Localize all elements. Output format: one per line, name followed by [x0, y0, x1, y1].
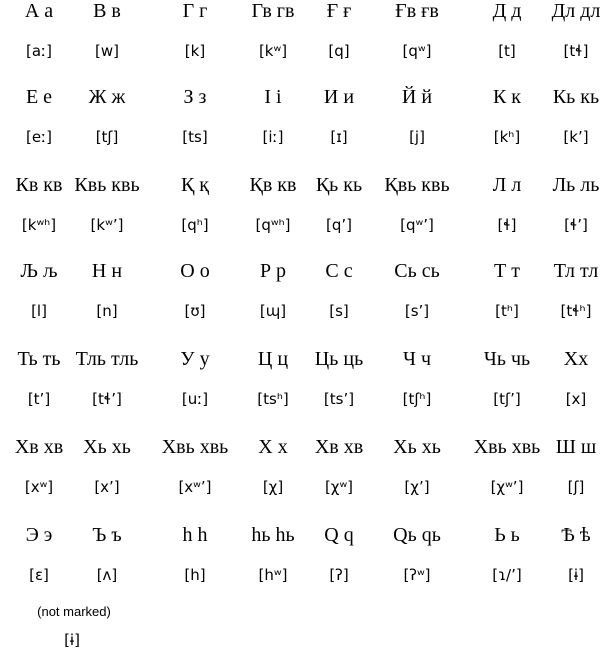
- letter-cell: Хь хь: [393, 436, 441, 458]
- letter-cell: Ч ч: [402, 348, 432, 370]
- ipa-cell: [ts’]: [323, 390, 355, 408]
- ipa-cell: [ts]: [182, 128, 208, 146]
- letter-cell: Х х: [258, 436, 288, 458]
- letter-cell: Й й: [401, 86, 433, 108]
- letter-cell: Хвь хвь: [473, 436, 541, 458]
- letter-cell: К к: [492, 86, 522, 108]
- letter-cell: В в: [93, 0, 121, 22]
- letter-cell: Тль тль: [75, 348, 139, 370]
- letter-cell: Ць ць: [314, 348, 364, 370]
- letter-cell: hь hь: [251, 524, 295, 546]
- ipa-cell: [h]: [184, 566, 206, 584]
- ipa-cell: [ɿ/’]: [492, 566, 522, 584]
- ipa-cell: [tsʰ]: [257, 390, 289, 408]
- letter-cell: Чь чь: [483, 348, 531, 370]
- letter-cell: Дл дл: [551, 0, 601, 22]
- letter-cell: Г г: [182, 0, 208, 22]
- letter-cell: С с: [325, 260, 353, 282]
- letter-cell: Л л: [492, 174, 522, 196]
- ipa-cell: [ɨ]: [568, 566, 584, 584]
- letter-cell: Тл тл: [553, 260, 599, 282]
- ipa-cell: [q’]: [326, 216, 352, 234]
- ipa-cell: [xʷ]: [24, 478, 54, 496]
- letter-cell: І і: [264, 86, 282, 108]
- letter-cell: Кь кь: [552, 86, 600, 108]
- letter-cell: Сь сь: [394, 260, 440, 282]
- ipa-cell: [x’]: [94, 478, 120, 496]
- ipa-cell: [ʊ]: [184, 302, 206, 320]
- letter-cell: Ш ш: [555, 436, 597, 458]
- letter-cell: Ъ ъ: [92, 524, 122, 546]
- letter-cell: Кв кв: [15, 174, 63, 196]
- letter-cell: Ц ц: [257, 348, 289, 370]
- letter-cell: Хх: [563, 348, 589, 370]
- ipa-cell: [xʷ’]: [178, 478, 212, 496]
- ipa-cell: [ʃ]: [567, 478, 585, 496]
- ipa-cell: [ʌ]: [96, 566, 118, 584]
- ipa-cell: [χʷ’]: [490, 478, 524, 496]
- ipa-cell: [χ’]: [404, 478, 430, 496]
- letter-cell: Хь хь: [83, 436, 131, 458]
- ipa-cell: [t’]: [27, 390, 51, 408]
- letter-cell: Ж ж: [88, 86, 126, 108]
- letter-cell: Ғ ғ: [326, 0, 352, 22]
- ipa-cell: [qʷ’]: [400, 216, 434, 234]
- letter-cell: Qь qь: [393, 524, 441, 546]
- ipa-cell: [qʷ]: [402, 42, 432, 60]
- ipa-cell: [x]: [565, 390, 587, 408]
- letter-cell: Гв гв: [251, 0, 295, 22]
- letter-cell: Н н: [91, 260, 123, 282]
- ipa-cell: [j]: [409, 128, 425, 146]
- ipa-cell: [tʃ’]: [493, 390, 521, 408]
- letter-cell: Хвь хвь: [161, 436, 229, 458]
- ipa-cell: [tʰ]: [495, 302, 519, 320]
- ipa-cell: [uː]: [181, 390, 209, 408]
- ipa-cell: [tʃʰ]: [402, 390, 432, 408]
- ipa-cell: [q]: [328, 42, 350, 60]
- ipa-cell: [tʃ]: [95, 128, 119, 146]
- letter-cell: А а: [24, 0, 54, 22]
- ipa-cell: [hʷ]: [258, 566, 288, 584]
- letter-cell: Ть ть: [17, 348, 61, 370]
- ipa-cell: [iː]: [262, 128, 284, 146]
- footnote-ipa: [ɨ]: [64, 631, 80, 649]
- ipa-cell: [tɬ’]: [92, 390, 122, 408]
- ipa-cell: [ʔʷ]: [403, 566, 431, 584]
- ipa-cell: [ɬ’]: [564, 216, 588, 234]
- letter-cell: Қь кь: [315, 174, 363, 196]
- ipa-cell: [kʷʰ]: [21, 216, 57, 234]
- letter-cell: О о: [180, 260, 210, 282]
- letter-cell: Қ қ: [180, 174, 210, 196]
- ipa-cell: [ɛ]: [29, 566, 49, 584]
- ipa-cell: [k]: [184, 42, 206, 60]
- letter-cell: Е е: [25, 86, 53, 108]
- ipa-cell: [kʰ]: [493, 128, 521, 146]
- ipa-cell: [t]: [498, 42, 516, 60]
- ipa-cell: [n]: [96, 302, 118, 320]
- letter-cell: Хв хв: [14, 436, 64, 458]
- ipa-cell: [w]: [95, 42, 119, 60]
- letter-cell: Квь квь: [74, 174, 140, 196]
- letter-cell: Қв кв: [249, 174, 297, 196]
- ipa-cell: [ɬ]: [497, 216, 517, 234]
- letter-cell: Д д: [492, 0, 522, 22]
- letter-cell: Р р: [259, 260, 287, 282]
- letter-cell: У у: [180, 348, 210, 370]
- letter-cell: Ѣ ѣ: [561, 524, 591, 546]
- ipa-cell: [ʔ]: [329, 566, 349, 584]
- letter-cell: З з: [183, 86, 207, 108]
- letter-cell: Љ љ: [20, 260, 58, 282]
- letter-cell: И и: [323, 86, 355, 108]
- letter-cell: Q q: [324, 524, 354, 546]
- ipa-cell: [χʷ]: [324, 478, 354, 496]
- letter-cell: Хв хв: [314, 436, 364, 458]
- ipa-cell: [qʷʰ]: [255, 216, 291, 234]
- ipa-cell: [qʰ]: [181, 216, 209, 234]
- ipa-cell: [eː]: [26, 128, 52, 146]
- ipa-cell: [kʷ’]: [90, 216, 124, 234]
- ipa-cell: [ɰ]: [259, 302, 287, 320]
- letter-cell: h h: [182, 524, 208, 546]
- ipa-cell: [s]: [329, 302, 349, 320]
- ipa-cell: [tɬʰ]: [560, 302, 592, 320]
- letter-cell: Т т: [494, 260, 520, 282]
- ipa-cell: [kʷ]: [258, 42, 288, 60]
- letter-cell: Қвь квь: [384, 174, 450, 196]
- ipa-cell: [k’]: [563, 128, 589, 146]
- ipa-cell: [s’]: [404, 302, 430, 320]
- ipa-cell: [aː]: [26, 42, 52, 60]
- ipa-cell: [χ]: [262, 478, 284, 496]
- letter-cell: Ғв ғв: [395, 0, 439, 22]
- letter-cell: Ль ль: [552, 174, 600, 196]
- letter-cell: Ь ь: [494, 524, 520, 546]
- ipa-cell: [tɬ]: [563, 42, 589, 60]
- ipa-cell: [l]: [31, 302, 47, 320]
- letter-cell: Э э: [25, 524, 53, 546]
- footnote-label: (not marked): [37, 604, 111, 619]
- ipa-cell: [ɪ]: [330, 128, 348, 146]
